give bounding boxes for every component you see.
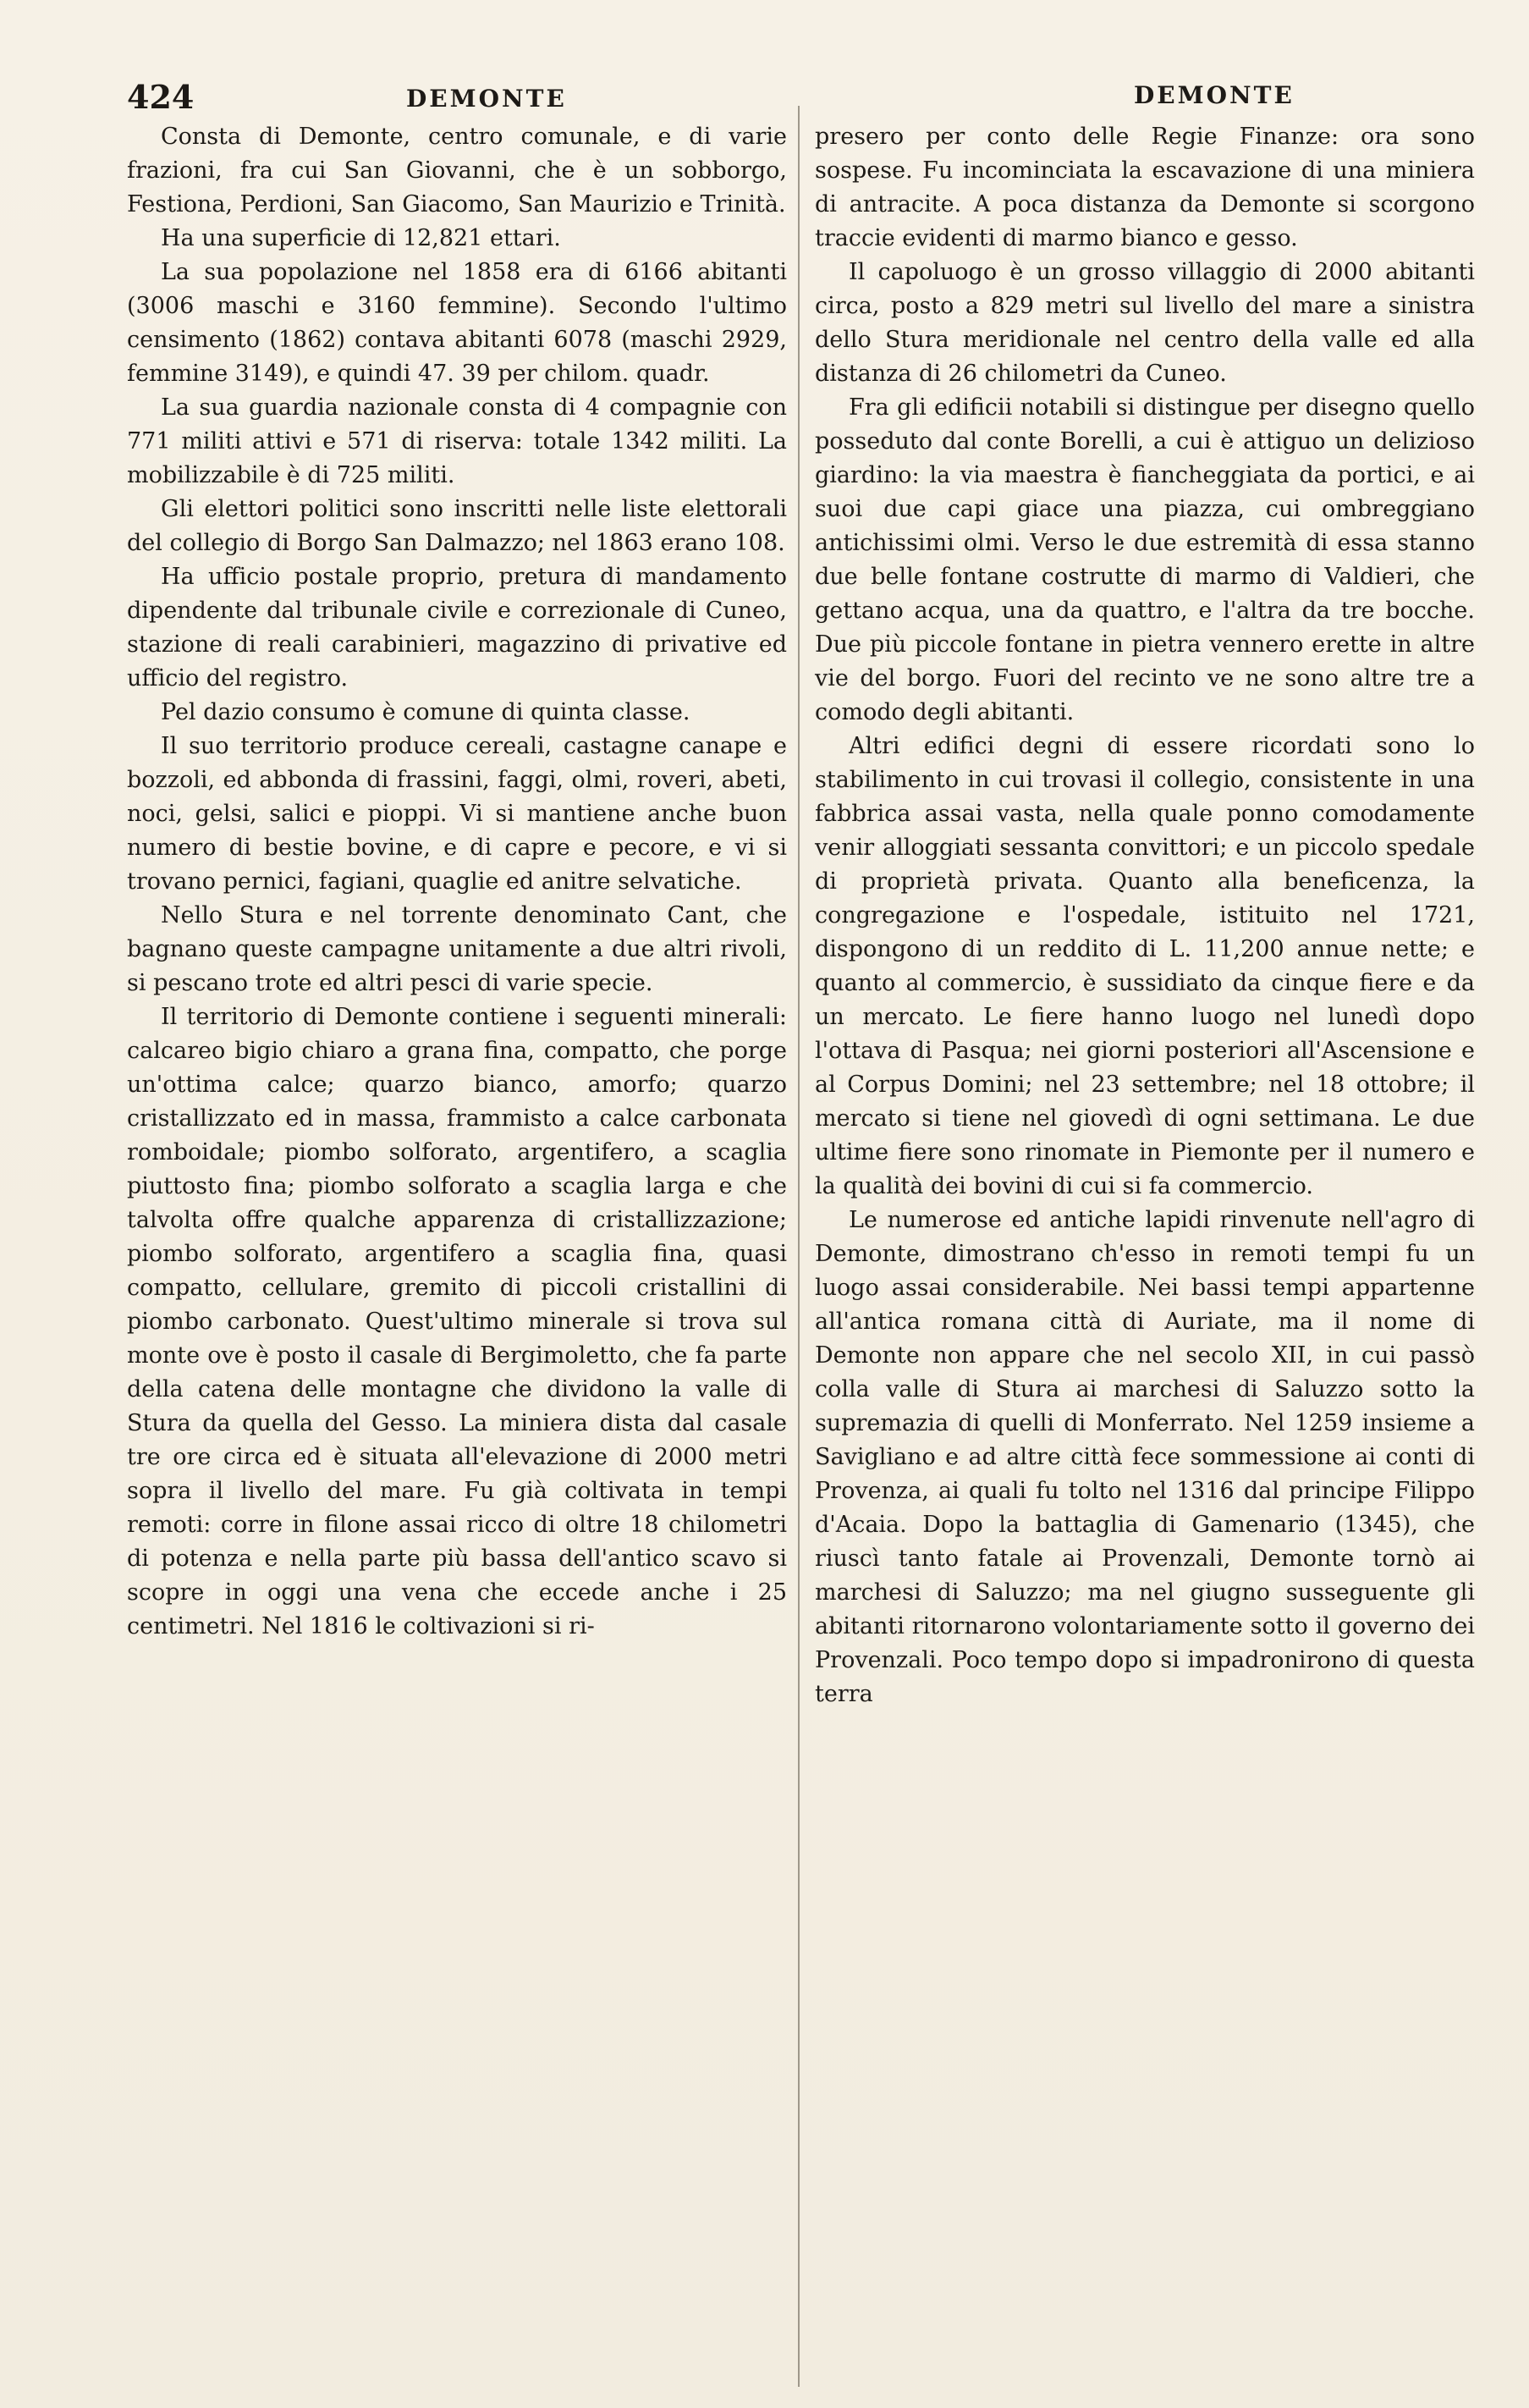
paragraph: Fra gli edificii notabili si distingue per disegno quello posseduto dal conte Borelli, a cui è attiguo un delizioso giardino: la via maestra è fiancheggiata da portici, e ai suoi due capi giace una piazza, cui ombreggiano antichissimi olmi. Verso le due estremità di essa stanno due belle fontane costrutte di marmo di Valdieri, che gettano acqua, una da quattro, e l'altra da tre bocche. Due più piccole fontane in pietra vennero erette in altre vie del borgo. Fuori del recinto ve ne sono altre tre a comodo degli abitanti. <box>815 394 1475 725</box>
paragraph: Le numerose ed antiche lapidi rinvenute nell'agro di Demonte, dimostrano ch'esso in remoti tempi fu un luogo assai considerabile. Nei bassi tempi appartenne all'antica romana città di Auriate, ma il nome di Demonte non appare che nel secolo XII, in cui passò colla valle di Stura ai marchesi di Saluzzo sotto la supremazia di quelli di Monferrato. Nel 1259 insieme a Savigliano e ad altre città fece sommessione ai conti di Provenza, ai quali fu tolto nel 1316 dal principe Filippo d'Acaia. Dopo la battaglia di Gamenario (1345), che riuscì tanto fatale ai Provenzali, Demonte tornò ai marchesi di Saluzzo; ma nel giugno susseguente gli abitanti ritornarono volontariamente sotto il governo dei Provenzali. Poco tempo dopo si impadronirono di questa terra <box>815 1207 1475 1707</box>
paragraph: Altri edifici degni di essere ricordati sono lo stabilimento in cui trovasi il collegio, consistente in una fabbrica assai vasta, nella quale ponno comodamente venir alloggiati sessanta convittori; e un piccolo spedale di proprietà privata. Quanto alla beneficenza, la congregazione e l'ospedale, istituito nel 1721, dispongono di un reddito di L. 11,200 annue nette; e quanto al commercio, è sussidiato da cinque fiere e da un mercato. Le fiere hanno luogo nel lunedì dopo l'ottava di Pasqua; nei giorni posteriori all'Ascensione e al Corpus Domini; nel 23 settembre; nel 18 ottobre; il mercato si tiene nel giovedì di ogni settimana. Le due ultime fiere sono rinomate in Piemonte per il numero e la qualità dei bovini di cui si fa commercio. <box>815 733 1475 1199</box>
paragraph: Pel dazio consumo è comune di quinta classe. <box>161 699 690 725</box>
paragraph: presero per conto delle Regie Finanze: ora sono sospese. Fu incominciata la escavazione di una miniera di antracite. A poca distanza da Demonte si scorgono traccie evidenti di marmo bianco e gesso. <box>815 124 1475 251</box>
paragraph: Ha ufficio postale proprio, pretura di mandamento dipendente dal tribunale civile e correzionale di Cuneo, stazione di reali carabinieri, magazzino di privative ed ufficio del registro. <box>127 564 787 692</box>
paragraph: Consta di Demonte, centro comunale, e di varie frazioni, fra cui San Giovanni, che è un sobborgo, Festiona, Perdioni, San Giacomo, San Maurizio e Trinità. <box>127 124 787 218</box>
paragraph: Nello Stura e nel torrente denominato Cant, che bagnano queste campagne unitamente a due altri rivoli, si pescano trote ed altri pesci di varie specie. <box>127 902 787 996</box>
paragraph: Gli elettori politici sono inscritti nelle liste elettorali del collegio di Borgo San Dalmazzo; nel 1863 erano 108. <box>127 496 787 556</box>
running-head <box>127 78 1464 122</box>
right-running-title: DEMONTE <box>1134 81 1295 109</box>
paragraph: Il suo territorio produce cereali, castagne canape e bozzoli, ed abbonda di frassini, faggi, olmi, roveri, abeti, noci, gelsi, salici e pioppi. Vi si mantiene anche buon numero di bestie bovine, e di capre e pecore, e vi si trovano pernici, fagiani, quaglie ed anitre selvatiche. <box>127 733 787 895</box>
page-number: 424 <box>127 78 195 116</box>
paragraph: Ha una superficie di 12,821 ettari. <box>161 225 561 251</box>
right-column <box>815 120 1475 1711</box>
left-running-title: DEMONTE <box>406 85 567 113</box>
column-divider <box>798 106 800 2387</box>
paragraph: La sua popolazione nel 1858 era di 6166 abitanti (3006 maschi e 3160 femmine). Secondo l'ultimo censimento (1862) contava abitanti 6078 (maschi 2929, femmine 3149), e quindi 47. 39 per chilom. quadr. <box>127 259 787 387</box>
paragraph: Il territorio di Demonte contiene i seguenti minerali: calcareo bigio chiaro a grana fina, compatto, che porge un'ottima calce; quarzo bianco, amorfo; quarzo cristallizzato ed in massa, frammisto a calce carbonata romboidale; piombo solforato, argentifero, a scaglia piuttosto fina; piombo solforato a scaglia larga e che talvolta offre qualche apparenza di cristallizzazione; piombo solforato, argentifero a scaglia fina, quasi compatto, cellulare, gremito di piccoli cristallini di piombo carbonato. Quest'ultimo minerale si trova sul monte ove è posto il casale di Bergimoletto, che fa parte della catena delle montagne che dividono la valle di Stura da quella del Gesso. La miniera dista dal casale tre ore circa ed è situata all'elevazione di 2000 metri sopra il livello del mare. Fu già coltivata in tempi remoti: corre in filone assai ricco di oltre 18 chilometri di potenza e nella parte più bassa dell'antico scavo si scopre in oggi una vena che eccede anche i 25 centimetri. Nel 1816 le coltivazioni si ri- <box>127 1004 787 1639</box>
left-column <box>127 120 787 1644</box>
paragraph: Il capoluogo è un grosso villaggio di 2000 abitanti circa, posto a 829 metri sul livello del mare a sinistra dello Stura meridionale nel centro della valle ed alla distanza di 26 chilometri da Cuneo. <box>815 259 1475 387</box>
paragraph: La sua guardia nazionale consta di 4 compagnie con 771 militi attivi e 571 di riserva: totale 1342 militi. La mobilizzabile è di 725 militi. <box>127 394 787 488</box>
